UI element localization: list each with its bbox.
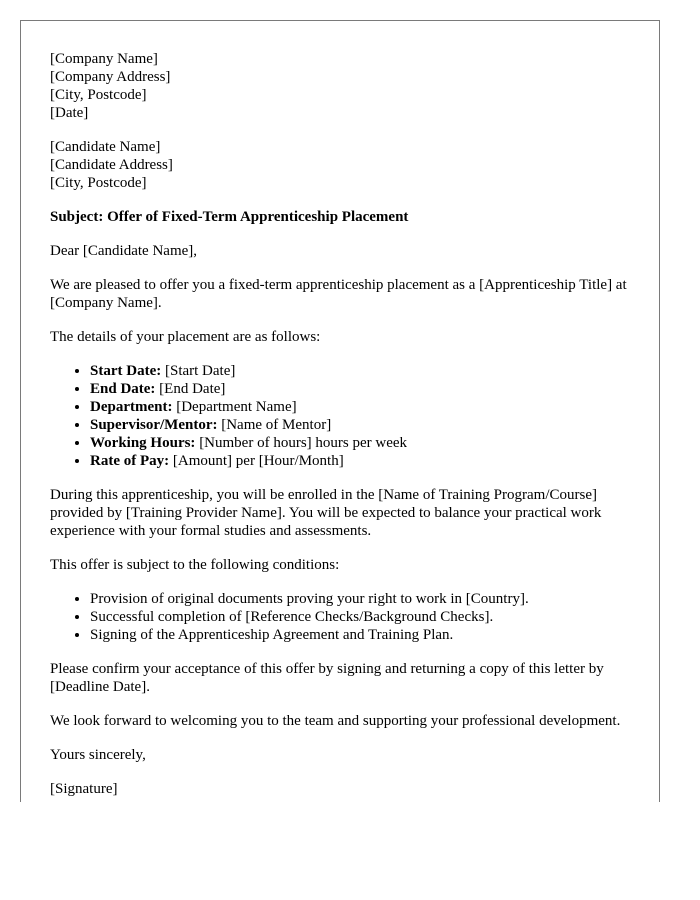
confirm-paragraph: Please confirm your acceptance of this offer by signing and returning a copy of this letter by [Deadline Date].	[50, 661, 604, 695]
condition-item: • Signing of the Apprenticeship Agreement and Training Plan.	[90, 626, 650, 644]
detail-label: Supervisor/Mentor:	[90, 417, 218, 433]
detail-value: [Number of hours] hours per week	[195, 435, 408, 451]
recipient-name: [Candidate Name]	[50, 139, 161, 155]
letter-page	[20, 20, 660, 802]
placement-details-list	[50, 362, 650, 470]
letter-subject: Subject: Offer of Fixed-Term Apprenticeship Placement	[50, 209, 409, 225]
letter-content	[50, 50, 650, 798]
detail-label: End Date:	[90, 381, 156, 397]
signoff: Yours sincerely,	[50, 747, 146, 763]
detail-item-supervisor	[90, 416, 650, 434]
detail-label: Start Date:	[90, 363, 162, 379]
sender-city-postcode: [City, Postcode]	[50, 87, 147, 103]
conditions-intro: This offer is subject to the following conditions:	[50, 557, 340, 573]
intro-paragraph: We are pleased to offer you a fixed-term apprenticeship placement as a [Apprenticeship Title] at [Company Name].	[50, 277, 627, 311]
detail-item-start-date	[90, 362, 650, 380]
condition-item: • Provision of original documents proving your right to work in [Country].	[90, 590, 650, 608]
recipient-city-postcode: [City, Postcode]	[50, 175, 147, 191]
sender-company-address: [Company Address]	[50, 69, 171, 85]
training-paragraph: During this apprenticeship, you will be enrolled in the [Name of Training Program/Course] provided by [Training Provider Name]. You will be expected to balance your practical work experience with your formal studies and assessments.	[50, 487, 602, 539]
letter-date: [Date]	[50, 105, 89, 121]
detail-label: Department:	[90, 399, 173, 415]
closing-paragraph: We look forward to welcoming you to the team and supporting your professional development.	[50, 713, 621, 729]
recipient-address: [Candidate Address]	[50, 157, 173, 173]
detail-value: [Name of Mentor]	[217, 417, 332, 433]
recipient-block	[50, 138, 650, 192]
detail-label: Rate of Pay:	[90, 453, 170, 469]
conditions-list	[50, 590, 650, 644]
condition-item: • Successful completion of [Reference Checks/Background Checks].	[90, 608, 650, 626]
detail-item-end-date	[90, 380, 650, 398]
details-intro: The details of your placement are as follows:	[50, 329, 321, 345]
detail-value: [Start Date]	[161, 363, 236, 379]
detail-item-working-hours	[90, 434, 650, 452]
signature-placeholder: [Signature]	[50, 781, 118, 797]
detail-item-rate-of-pay	[90, 452, 650, 470]
detail-value: [Department Name]	[172, 399, 297, 415]
sender-block	[50, 50, 650, 122]
detail-item-department	[90, 398, 650, 416]
detail-value: [End Date]	[155, 381, 226, 397]
detail-label: Working Hours:	[90, 435, 196, 451]
detail-value: [Amount] per [Hour/Month]	[169, 453, 344, 469]
sender-company-name: [Company Name]	[50, 51, 158, 67]
salutation: Dear [Candidate Name],	[50, 243, 198, 259]
